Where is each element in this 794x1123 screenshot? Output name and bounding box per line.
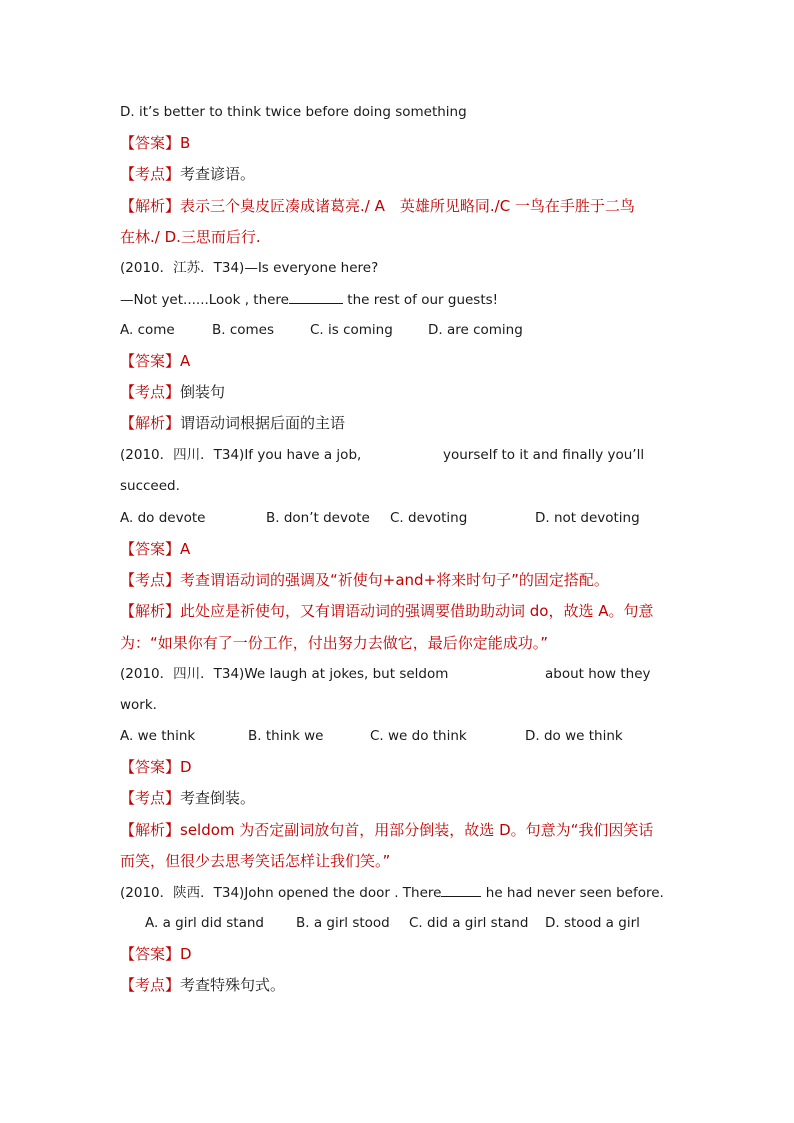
answer-value: D bbox=[180, 758, 192, 776]
question-stem bbox=[120, 445, 680, 465]
analysis-line bbox=[120, 820, 653, 840]
option-d: D. are coming bbox=[428, 322, 523, 338]
option-c: C. we do think bbox=[370, 728, 467, 744]
point-line bbox=[120, 164, 255, 184]
analysis-text: 此处应是祈使句，又有谓语动词的强调要借助助动词 do，故选 A。句意 bbox=[180, 602, 654, 620]
point-label: 【考点】 bbox=[120, 383, 181, 401]
point-line bbox=[120, 788, 255, 808]
option-a: A. come bbox=[120, 322, 175, 338]
stem-text-b: yourself to it and finally you’ll bbox=[443, 447, 645, 463]
option-d: D. do we think bbox=[525, 728, 623, 744]
analysis-line bbox=[120, 601, 654, 621]
stem-text-a: John opened the door . There bbox=[244, 885, 442, 901]
stem-text-a: We laugh at jokes, but seldom bbox=[244, 666, 449, 682]
options-row bbox=[145, 913, 705, 933]
point-text: 考查谚语。 bbox=[180, 165, 256, 183]
point-line bbox=[120, 570, 609, 590]
option-a: A. a girl did stand bbox=[145, 915, 264, 931]
analysis-label: 【解析】 bbox=[120, 821, 181, 839]
question-source: (2010．陕西．T34) bbox=[120, 885, 245, 901]
analysis-text-cont: 而笑，但很少去思考笑话怎样让我们笑。” bbox=[120, 852, 391, 870]
question-stem bbox=[120, 882, 664, 903]
answer-line bbox=[120, 539, 190, 559]
option-b: B. comes bbox=[212, 322, 275, 338]
point-label: 【考点】 bbox=[120, 789, 181, 807]
analysis-text: 表示三个臭皮匠凑成诸葛亮./ A 英雄所见略同./C 一鸟在手胜于二鸟 bbox=[180, 197, 635, 215]
answer-blank bbox=[289, 289, 343, 304]
question-source: (2010．四川．T34) bbox=[120, 666, 245, 682]
stem-text-b: he had never seen before. bbox=[481, 885, 664, 901]
analysis-text-cont: 在林./ D.三思而后行. bbox=[120, 228, 261, 246]
answer-blank bbox=[441, 882, 481, 897]
options-row bbox=[120, 508, 720, 528]
analysis-label: 【解析】 bbox=[120, 602, 181, 620]
answer-value: B bbox=[180, 134, 191, 152]
analysis-text: 谓语动词根据后面的主语 bbox=[180, 414, 346, 432]
option-b: B. don’t devote bbox=[266, 510, 370, 526]
analysis-label: 【解析】 bbox=[120, 414, 181, 432]
answer-line bbox=[120, 351, 190, 371]
option-c: C. devoting bbox=[390, 510, 468, 526]
point-text: 考查谓语动词的强调及“祈使句+and+将来时句子”的固定搭配。 bbox=[180, 571, 609, 589]
option-d: D. not devoting bbox=[535, 510, 640, 526]
answer-line bbox=[120, 757, 192, 777]
answer-value: D bbox=[180, 945, 192, 963]
stem-text: —Is everyone here? bbox=[244, 260, 379, 276]
answer-label: 【答案】 bbox=[120, 352, 181, 370]
answer-value: A bbox=[180, 352, 191, 370]
analysis-text-cont: 为：“如果你有了一份工作，付出努力去做它，最后你定能成功。” bbox=[120, 634, 549, 652]
options-row bbox=[120, 320, 720, 340]
question-stem bbox=[120, 664, 680, 684]
analysis-text: seldom 为否定副词放句首，用部分倒装，故选 D。句意为“我们因笑话 bbox=[180, 821, 654, 839]
answer-label: 【答案】 bbox=[120, 945, 181, 963]
question-stem-cont bbox=[120, 289, 498, 310]
point-label: 【考点】 bbox=[120, 976, 181, 994]
point-text: 考查倒装。 bbox=[180, 789, 256, 807]
option-d-continued: D. it’s better to think twice before doing something bbox=[120, 104, 467, 120]
option-b: B. think we bbox=[248, 728, 324, 744]
option-a: A. do devote bbox=[120, 510, 206, 526]
question-stem bbox=[120, 258, 378, 278]
analysis-label: 【解析】 bbox=[120, 197, 181, 215]
answer-line bbox=[120, 133, 190, 153]
question-source: (2010．江苏．T34) bbox=[120, 260, 245, 276]
analysis-line bbox=[120, 413, 345, 433]
stem-text-a: —Not yet......Look , there bbox=[120, 292, 289, 308]
stem-text-a: If you have a job, bbox=[244, 447, 362, 463]
answer-label: 【答案】 bbox=[120, 540, 181, 558]
point-line bbox=[120, 382, 225, 402]
option-a: A. we think bbox=[120, 728, 196, 744]
analysis-line bbox=[120, 196, 635, 216]
options-row bbox=[120, 726, 720, 746]
answer-line bbox=[120, 944, 192, 964]
option-c: C. did a girl stand bbox=[409, 915, 529, 931]
stem-text-cont: work. bbox=[120, 697, 157, 713]
question-source: (2010．四川．T34) bbox=[120, 447, 245, 463]
point-text: 倒装句 bbox=[180, 383, 226, 401]
point-line bbox=[120, 975, 285, 995]
stem-text-cont: succeed. bbox=[120, 478, 180, 494]
option-d: D. stood a girl bbox=[545, 915, 640, 931]
answer-label: 【答案】 bbox=[120, 134, 181, 152]
stem-text-b: about how they bbox=[545, 666, 651, 682]
point-text: 考查特殊句式。 bbox=[180, 976, 286, 994]
option-c: C. is coming bbox=[310, 322, 393, 338]
stem-text-b: the rest of our guests! bbox=[343, 292, 499, 308]
option-b: B. a girl stood bbox=[296, 915, 390, 931]
point-label: 【考点】 bbox=[120, 165, 181, 183]
answer-label: 【答案】 bbox=[120, 758, 181, 776]
point-label: 【考点】 bbox=[120, 571, 181, 589]
answer-value: A bbox=[180, 540, 191, 558]
